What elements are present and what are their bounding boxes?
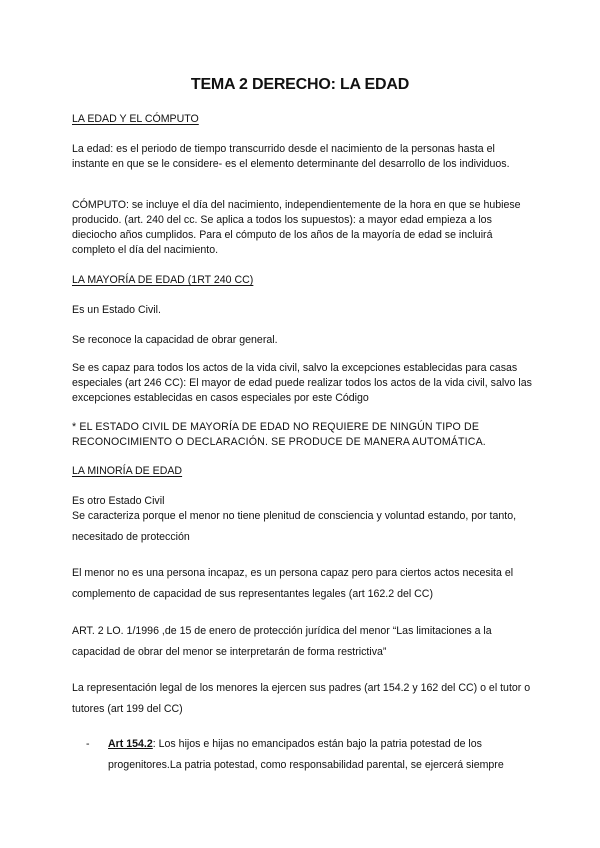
paragraph-menor-capaz: El menor no es una persona incapaz, es un persona capaz pero para ciertos actos necesita el complemento de capacidad de sus representantes legales (art 162.2 del CC)	[72, 567, 514, 600]
section-heading-edad-computo: LA EDAD Y EL CÓMPUTO	[72, 113, 199, 125]
list-item-art-154-2	[86, 734, 532, 776]
paragraph-edad-definition: La edad: es el periodo de tiempo transcurrido desde el nacimiento de la personas hasta el instante en que se le considere- es el elemento determinante del desarrollo de los individuos.	[72, 143, 510, 170]
paragraph-lo-1996: ART. 2 LO. 1/1996 ,de 15 de enero de protección jurídica del menor “Las limitaciones a la capacidad de obrar del menor se interpretarán de forma restrictiva”	[72, 625, 492, 658]
paragraph-estado-civil: Es un Estado Civil.	[72, 304, 161, 316]
paragraph-capacidad-obrar: Se reconoce la capacidad de obrar general.	[72, 334, 278, 346]
section-heading-mayoria: LA MAYORÍA DE EDAD (1RT 240 CC)	[72, 274, 254, 286]
article-reference: Art 154.2	[108, 738, 153, 750]
bullet-text	[86, 734, 532, 776]
paragraph-note-automatica: * EL ESTADO CIVIL DE MAYORÍA DE EDAD NO REQUIERE DE NINGÚN TIPO DE RECONOCIMIENTO O DECLARACIÓN. SE PRODUCE DE MANERA AUTOMÁTICA.	[72, 421, 486, 448]
paragraph-computo: CÓMPUTO: se incluye el día del nacimiento, independientemente de la hora en que se hubiese producido. (art. 240 del cc. Se aplica a todos los supuestos): a mayor edad empieza a los dieciocho años cumplidos. Para el cómputo de los años de la mayoría de edad se incluirá completo el día del nacimiento.	[72, 199, 521, 256]
page-title: TEMA 2 DERECHO: LA EDAD	[190, 76, 410, 93]
paragraph-capaz-actos: Se es capaz para todos los actos de la vida civil, salvo la excepciones establecidas para casas especiales (art 246 CC): El mayor de edad puede realizar todos los actos de la vida civil, salvo las excepciones establecidas en casos especiales por este Código	[72, 362, 532, 404]
paragraph-caracteriza: Se caracteriza porque el menor no tiene plenitud de consciencia y voluntad estando, por tanto, necesitado de protección	[72, 510, 517, 543]
bullet-dash: -	[86, 738, 90, 750]
bullet-body: : Los hijos e hijas no emancipados están bajo la patria potestad de los progenitores.La patria potestad, como responsabilidad parental, se ejercerá siempre	[108, 738, 504, 771]
paragraph-representacion-legal: La representación legal de los menores la ejercen sus padres (art 154.2 y 162 del CC) o el tutor o tutores (art 199 del CC)	[72, 682, 531, 715]
paragraph-otro-estado-civil: Es otro Estado Civil	[72, 495, 165, 507]
section-heading-minoria: LA MINORÍA DE EDAD	[72, 465, 183, 477]
